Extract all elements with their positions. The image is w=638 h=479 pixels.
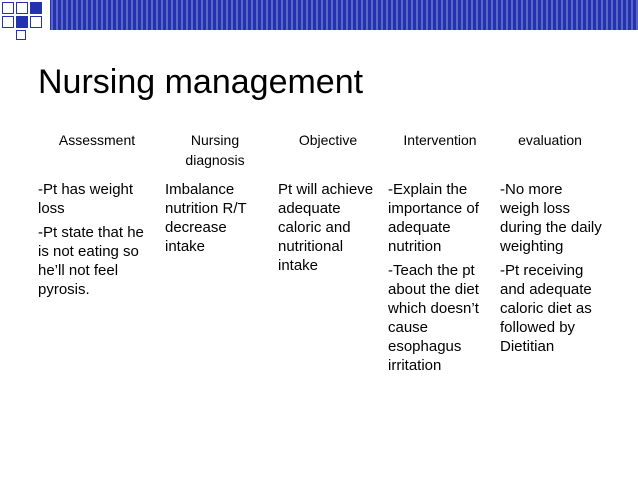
header-objective: Objective (298, 132, 358, 148)
intervention-item: -Explain the importance of adequate nutrition (388, 181, 479, 255)
decor-square-icon (16, 16, 28, 28)
decor-square-icon (16, 30, 26, 40)
intervention-item: -Teach the pt about the diet which doesn’t cause esophagus irritation (388, 262, 479, 374)
header-evaluation: evaluation (518, 132, 582, 148)
decor-square-icon (2, 16, 14, 28)
assessment-item: -Pt has weight loss (38, 181, 134, 217)
diagnosis-item: Imbalance nutrition R/T decrease intake (165, 181, 247, 255)
decor-square-icon (30, 16, 42, 28)
assessment-item: -Pt state that he is not eating so he’ll not feel pyrosis. (38, 224, 144, 298)
decor-square-icon (2, 2, 14, 14)
decor-square-icon (16, 2, 28, 14)
objective-item: Pt will achieve adequate caloric and nutritional intake (278, 181, 374, 274)
evaluation-item: -Pt receiving and adequate caloric diet as followed by Dietitian (500, 262, 592, 355)
slide-title: Nursing management (38, 63, 364, 101)
header-intervention: Intervention (403, 132, 477, 148)
header-assessment: Assessment (58, 132, 136, 148)
evaluation-item: -No more weigh loss during the daily weighting (500, 181, 602, 255)
column-intervention (388, 180, 492, 383)
header-stripe-band-dense (38, 0, 638, 30)
column-objective (278, 180, 378, 283)
column-assessment (38, 180, 158, 307)
column-evaluation (500, 180, 604, 364)
column-nursing-diagnosis (165, 180, 269, 264)
decor-square-icon (30, 2, 42, 14)
header-nursing-diagnosis: Nursing diagnosis (185, 132, 245, 168)
